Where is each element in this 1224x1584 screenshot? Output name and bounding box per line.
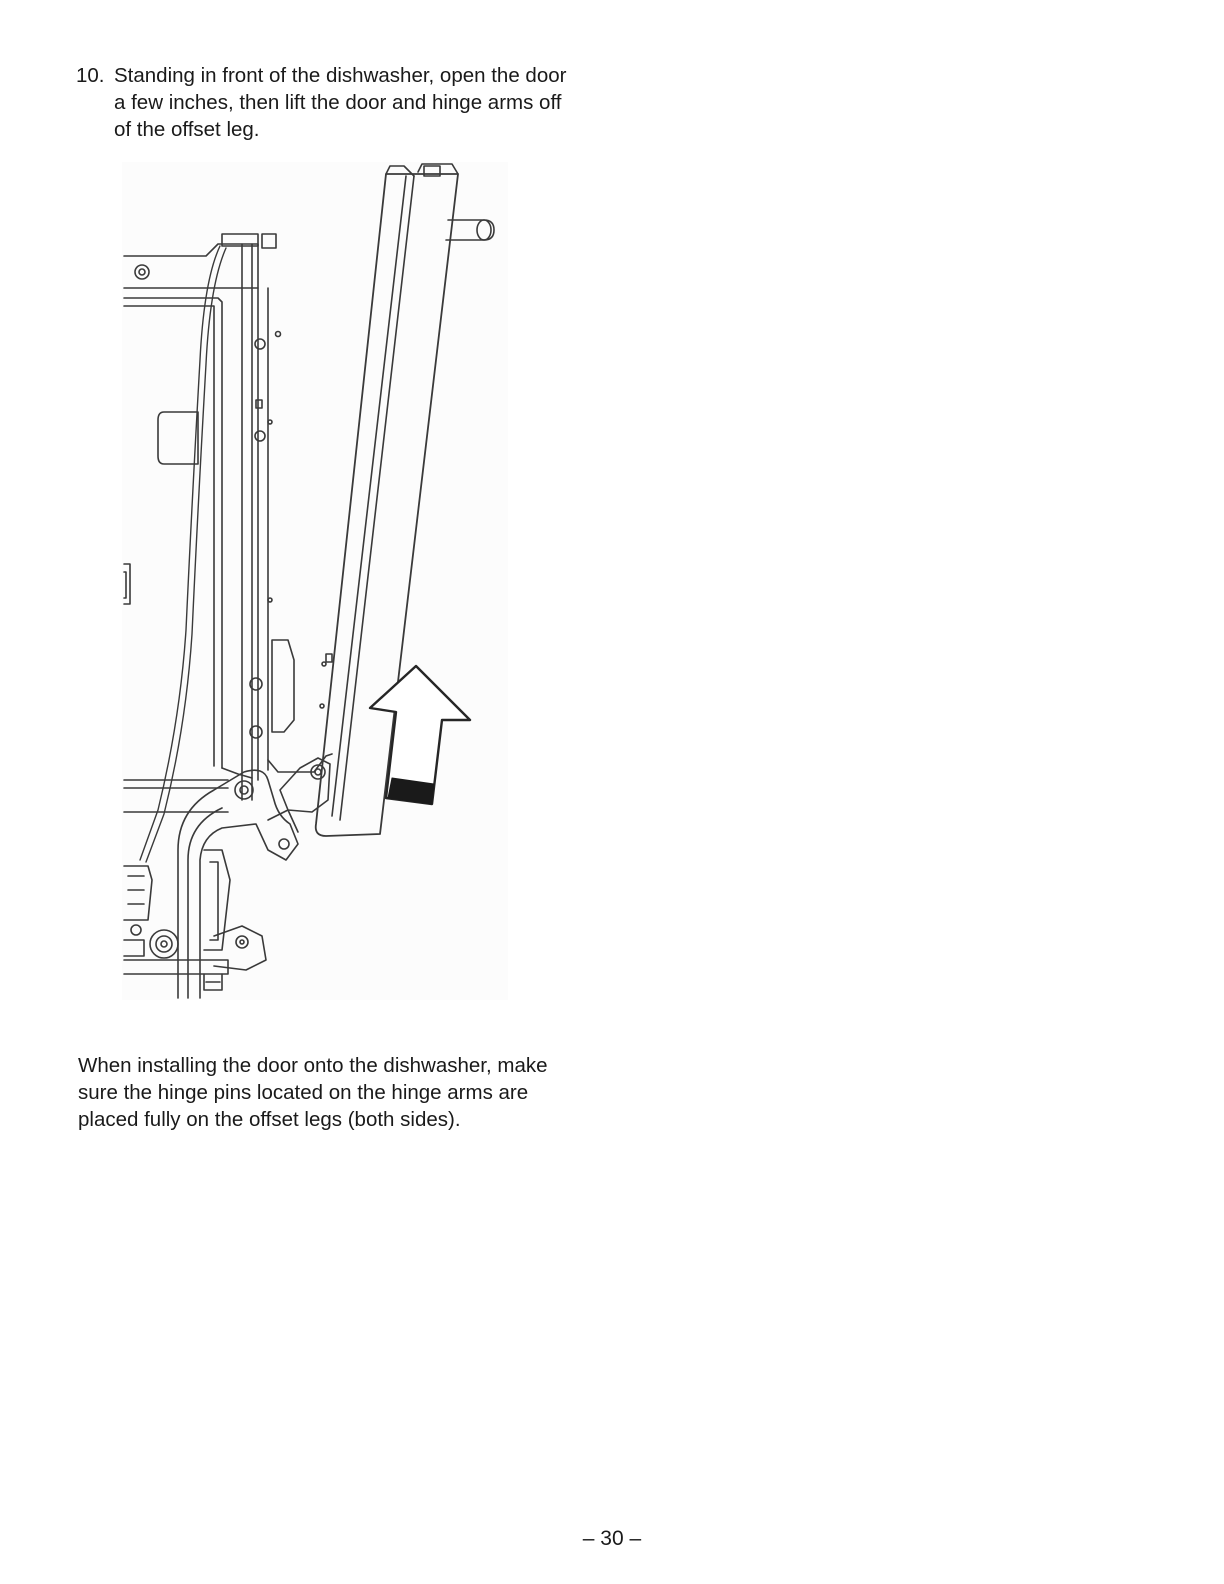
step-text: Standing in front of the dishwasher, open the door a few inches, then lift the door and hinge arms off of the offset leg. (114, 64, 567, 141)
installation-note: When installing the door onto the dishwasher, make sure the hinge pins located on the hinge arms are placed fully on the offset legs (both sides). (78, 1054, 548, 1131)
step-number: 10. (76, 64, 105, 87)
door-removal-illustration (118, 160, 512, 1002)
page-number: – 30 – (582, 1527, 642, 1550)
